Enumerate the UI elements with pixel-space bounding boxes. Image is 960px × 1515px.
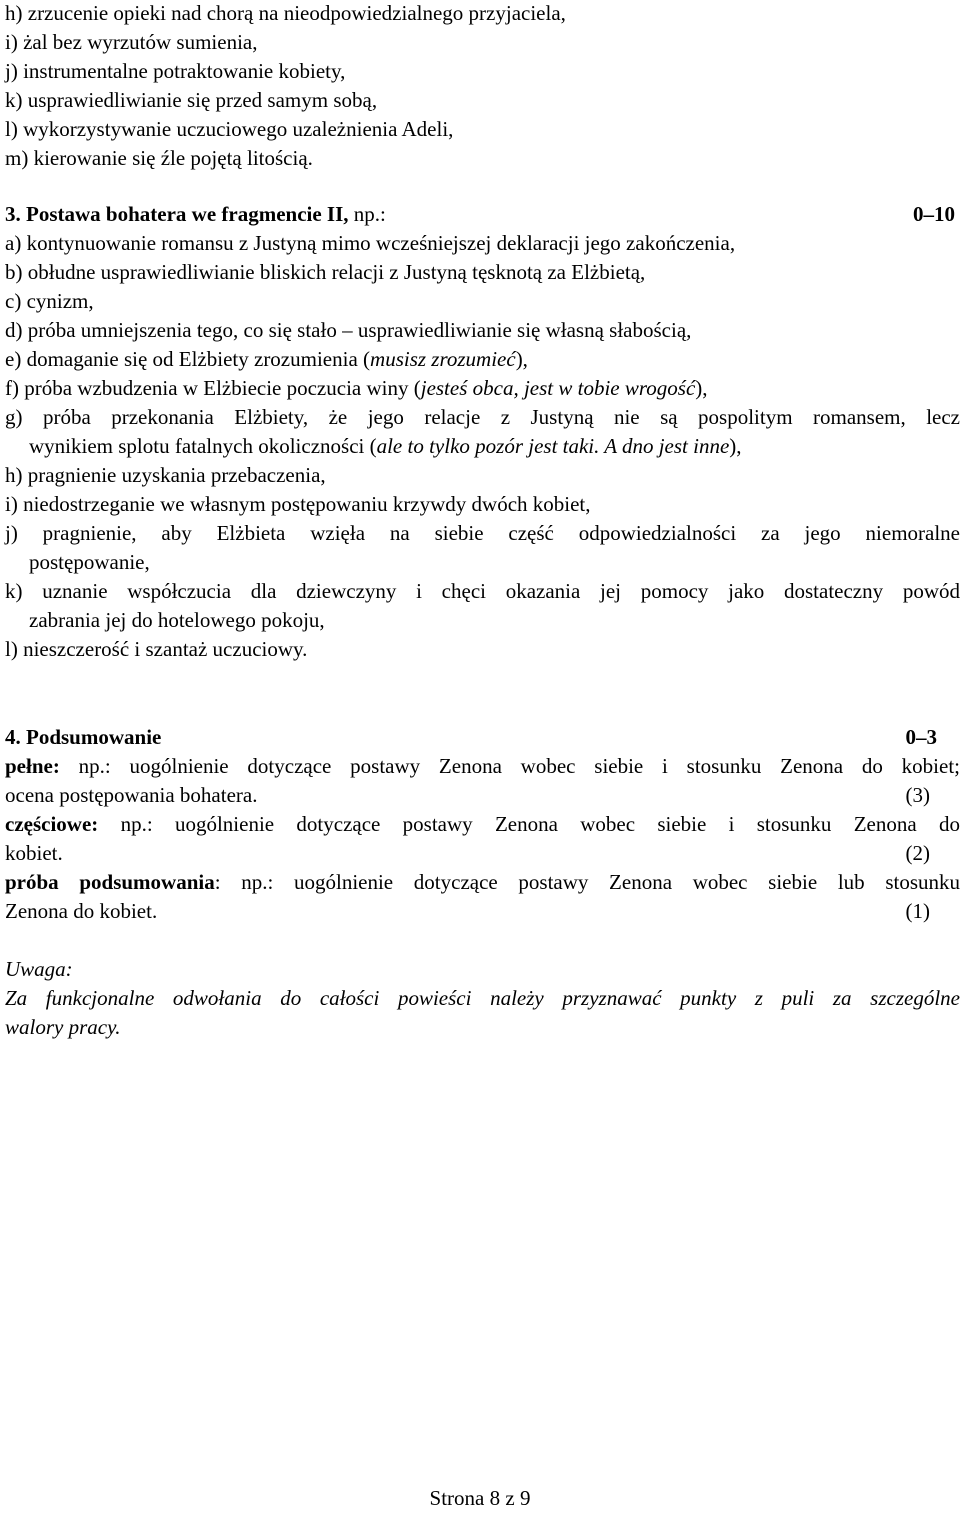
list-item: g) próba przekonania Elżbiety, że jego relacje z Justyną nie są pospolitym romansem, lecz <box>5 405 960 429</box>
page-number: Strona 8 z 9 <box>429 1486 531 1510</box>
section-heading: 3. Postawa bohatera we fragmencie II, np.: <box>5 202 386 226</box>
list-item: d) próba umniejszenia tego, co się stało – usprawiedliwianie się własną słabością, <box>5 318 692 342</box>
section-score: 0–10 <box>913 202 955 226</box>
list-item: c) cynizm, <box>5 289 94 313</box>
list-item: l) nieszczerość i szantaż uczuciowy. <box>5 637 308 661</box>
criterion-points: (3) <box>905 783 930 807</box>
note-text-cont: walory pracy. <box>5 1015 121 1039</box>
list-item: b) obłudne usprawiedliwianie bliskich relacji z Justyną tęsknotą za Elżbietą, <box>5 260 646 284</box>
list-item: h) zrzucenie opieki nad chorą na nieodpowiedzialnego przyjaciela, <box>5 1 566 25</box>
list-item-continuation: zabrania jej do hotelowego pokoju, <box>29 608 325 632</box>
list-item: e) domaganie się od Elżbiety zrozumienia (musisz zrozumieć), <box>5 347 528 371</box>
list-item: j) pragnienie, aby Elżbieta wzięła na siebie część odpowiedzialności za jego niemoralne <box>5 521 960 545</box>
list-item: k) usprawiedliwianie się przed samym sobą, <box>5 88 378 112</box>
list-item: i) żal bez wyrzutów sumienia, <box>5 30 258 54</box>
list-item: k) uznanie współczucia dla dziewczyny i chęci okazania jej pomocy jako dostateczny powód <box>5 579 960 603</box>
list-item: l) wykorzystywanie uczuciowego uzależnienia Adeli, <box>5 117 454 141</box>
criterion-full: pełne: np.: uogólnienie dotyczące postawy Zenona wobec siebie i stosunku Zenona do kobiet; <box>5 754 960 778</box>
section-heading: 4. Podsumowanie <box>5 725 162 749</box>
list-item: m) kierowanie się źle pojętą litością. <box>5 146 313 170</box>
list-item: a) kontynuowanie romansu z Justyną mimo wcześniejszej deklaracji jego zakończenia, <box>5 231 736 255</box>
section-score: 0–3 <box>905 725 937 749</box>
list-item: j) instrumentalne potraktowanie kobiety, <box>5 59 346 83</box>
criterion-partial-cont: kobiet. <box>5 841 63 865</box>
criterion-attempt-cont: Zenona do kobiet. <box>5 899 158 923</box>
list-item: h) pragnienie uzyskania przebaczenia, <box>5 463 326 487</box>
criterion-points: (1) <box>905 899 930 923</box>
criterion-points: (2) <box>905 841 930 865</box>
list-item: i) niedostrzeganie we własnym postępowaniu krzywdy dwóch kobiet, <box>5 492 591 516</box>
criterion-attempt: próba podsumowania: np.: uogólnienie dotyczące postawy Zenona wobec siebie lub stosunku <box>5 870 960 894</box>
note-text: Za funkcjonalne odwołania do całości powieści należy przyznawać punkty z puli za szczególne <box>5 986 960 1010</box>
list-item: f) próba wzbudzenia w Elżbiecie poczucia winy (jesteś obca, jest w tobie wrogość), <box>5 376 708 400</box>
criterion-partial: częściowe: np.: uogólnienie dotyczące postawy Zenona wobec siebie i stosunku Zenona do <box>5 812 960 836</box>
list-item-continuation: wynikiem splotu fatalnych okoliczności (ale to tylko pozór jest taki. A dno jest inne), <box>29 434 742 458</box>
list-item-continuation: postępowanie, <box>29 550 150 574</box>
note-label: Uwaga: <box>5 957 73 981</box>
criterion-full-cont: ocena postępowania bohatera. <box>5 783 258 807</box>
